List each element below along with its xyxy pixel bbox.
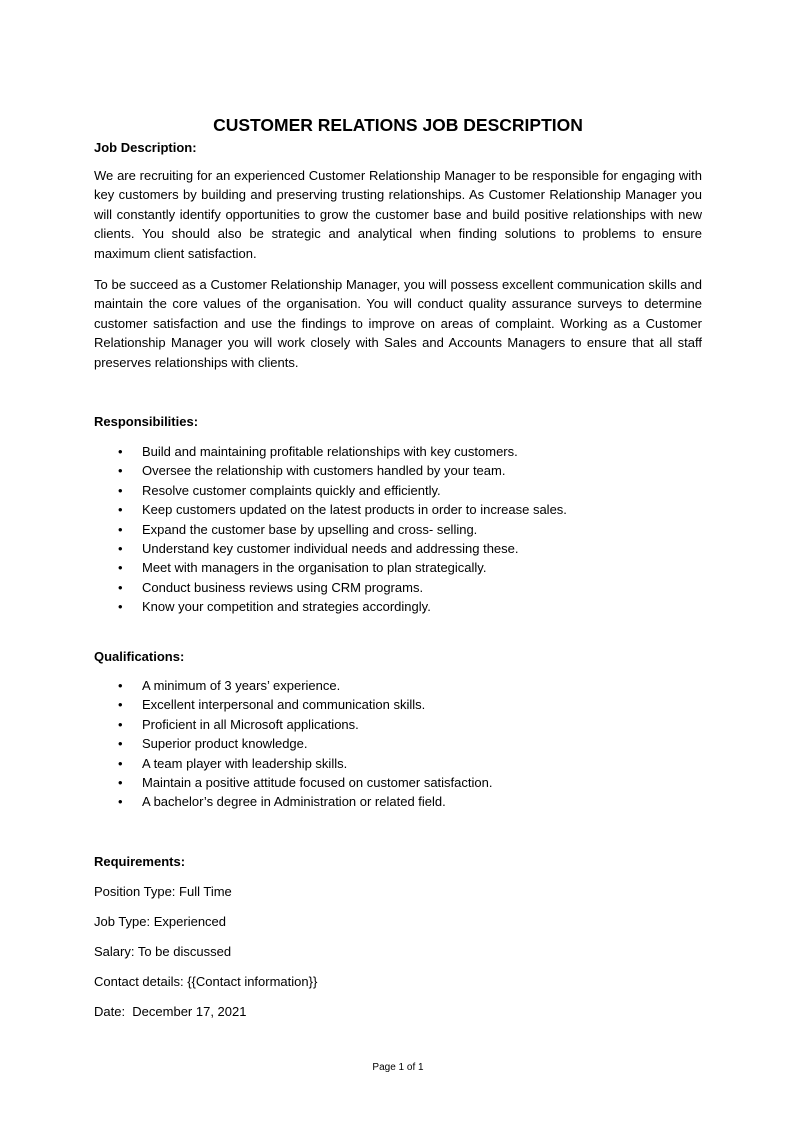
qualifications-heading: Qualifications:	[94, 649, 185, 664]
document-title: CUSTOMER RELATIONS JOB DESCRIPTION	[213, 115, 583, 135]
bullet-icon: •	[118, 502, 123, 518]
bullet-icon: •	[118, 560, 123, 576]
list-item-text: Know your competition and strategies accordingly.	[142, 599, 431, 615]
list-item	[94, 597, 702, 616]
list-item-text: Build and maintaining profitable relationships with key customers.	[142, 444, 518, 459]
bullet-icon: •	[118, 678, 123, 693]
list-item-text: Expand the customer base by upselling and cross- selling.	[142, 521, 478, 537]
list-item-text: Proficient in all Microsoft applications.	[142, 716, 359, 732]
salary: Salary: To be discussed	[94, 944, 232, 959]
list-item	[94, 676, 702, 695]
list-item	[94, 754, 702, 773]
list-item	[94, 481, 702, 500]
list-item-text: Understand key customer individual needs and addressing these.	[142, 540, 519, 556]
bullet-icon: •	[118, 794, 123, 810]
contact-details: Contact details: {{Contact information}}	[94, 974, 318, 989]
bullet-icon: •	[118, 579, 123, 595]
list-item-text: Excellent interpersonal and communication skills.	[142, 697, 426, 713]
list-item-text: A bachelor’s degree in Administration or related field.	[142, 794, 446, 810]
list-item	[94, 442, 702, 461]
list-item	[94, 539, 702, 558]
bullet-icon: •	[118, 482, 123, 498]
bullet-icon: •	[118, 540, 123, 556]
list-item-text: Oversee the relationship with customers handled by your team.	[142, 463, 506, 479]
list-item-text: A minimum of 3 years’ experience.	[142, 678, 341, 693]
list-item-text: Conduct business reviews using CRM programs.	[142, 579, 424, 595]
list-item	[94, 695, 702, 714]
document-date: Date: December 17, 2021	[94, 1004, 247, 1019]
requirements-heading: Requirements:	[94, 854, 186, 869]
list-item-text: Maintain a positive attitude focused on customer satisfaction.	[142, 774, 493, 790]
qualifications-list	[94, 676, 702, 812]
list-item-text: Meet with managers in the organisation to plan strategically.	[142, 560, 487, 576]
list-item	[94, 500, 702, 519]
list-item	[94, 461, 702, 480]
job-type: Job Type: Experienced	[94, 914, 227, 929]
job-description-paragraph-2: To be succeed as a Customer Relationship Manager, you will possess excellent communication skills and maintain the core values of the organisation. You will conduct quality assurance surveys to determine customer satisfaction and use the findings to improve on areas of complaint. Working as a Customer Relationship Manager you will work closely with Sales and Accounts Managers to ensure that all staff preserves relationships with clients.	[94, 277, 702, 370]
list-item	[94, 558, 702, 577]
list-item	[94, 520, 702, 539]
bullet-icon: •	[118, 463, 123, 479]
list-item	[94, 715, 702, 734]
bullet-icon: •	[118, 755, 123, 771]
bullet-icon: •	[118, 599, 123, 615]
bullet-icon: •	[118, 521, 123, 537]
list-item	[94, 734, 702, 753]
list-item	[94, 773, 702, 792]
list-item-text: A team player with leadership skills.	[142, 755, 348, 771]
list-item	[94, 792, 702, 811]
job-description-heading: Job Description:	[94, 140, 197, 155]
bullet-icon: •	[118, 444, 123, 459]
bullet-icon: •	[118, 697, 123, 713]
bullet-icon: •	[118, 716, 123, 732]
list-item-text: Superior product knowledge.	[142, 736, 308, 752]
bullet-icon: •	[118, 736, 123, 752]
page-footer: Page 1 of 1	[372, 1062, 424, 1073]
responsibilities-heading: Responsibilities:	[94, 414, 199, 429]
job-description-paragraph-1: We are recruiting for an experienced Customer Relationship Manager to be responsible for engaging with key customers by building and preserving trusting relationships. As Customer Relationship Manager you will constantly identify opportunities to grow the customer base and build positive relationships with new clients. You should also be strategic and analytical when finding solutions to problems to ensure maximum client satisfaction.	[94, 168, 702, 261]
responsibilities-list	[94, 442, 702, 617]
position-type: Position Type: Full Time	[94, 884, 232, 899]
list-item-text: Keep customers updated on the latest products in order to increase sales.	[142, 502, 567, 518]
list-item	[94, 578, 702, 597]
list-item-text: Resolve customer complaints quickly and efficiently.	[142, 482, 441, 498]
bullet-icon: •	[118, 774, 123, 790]
